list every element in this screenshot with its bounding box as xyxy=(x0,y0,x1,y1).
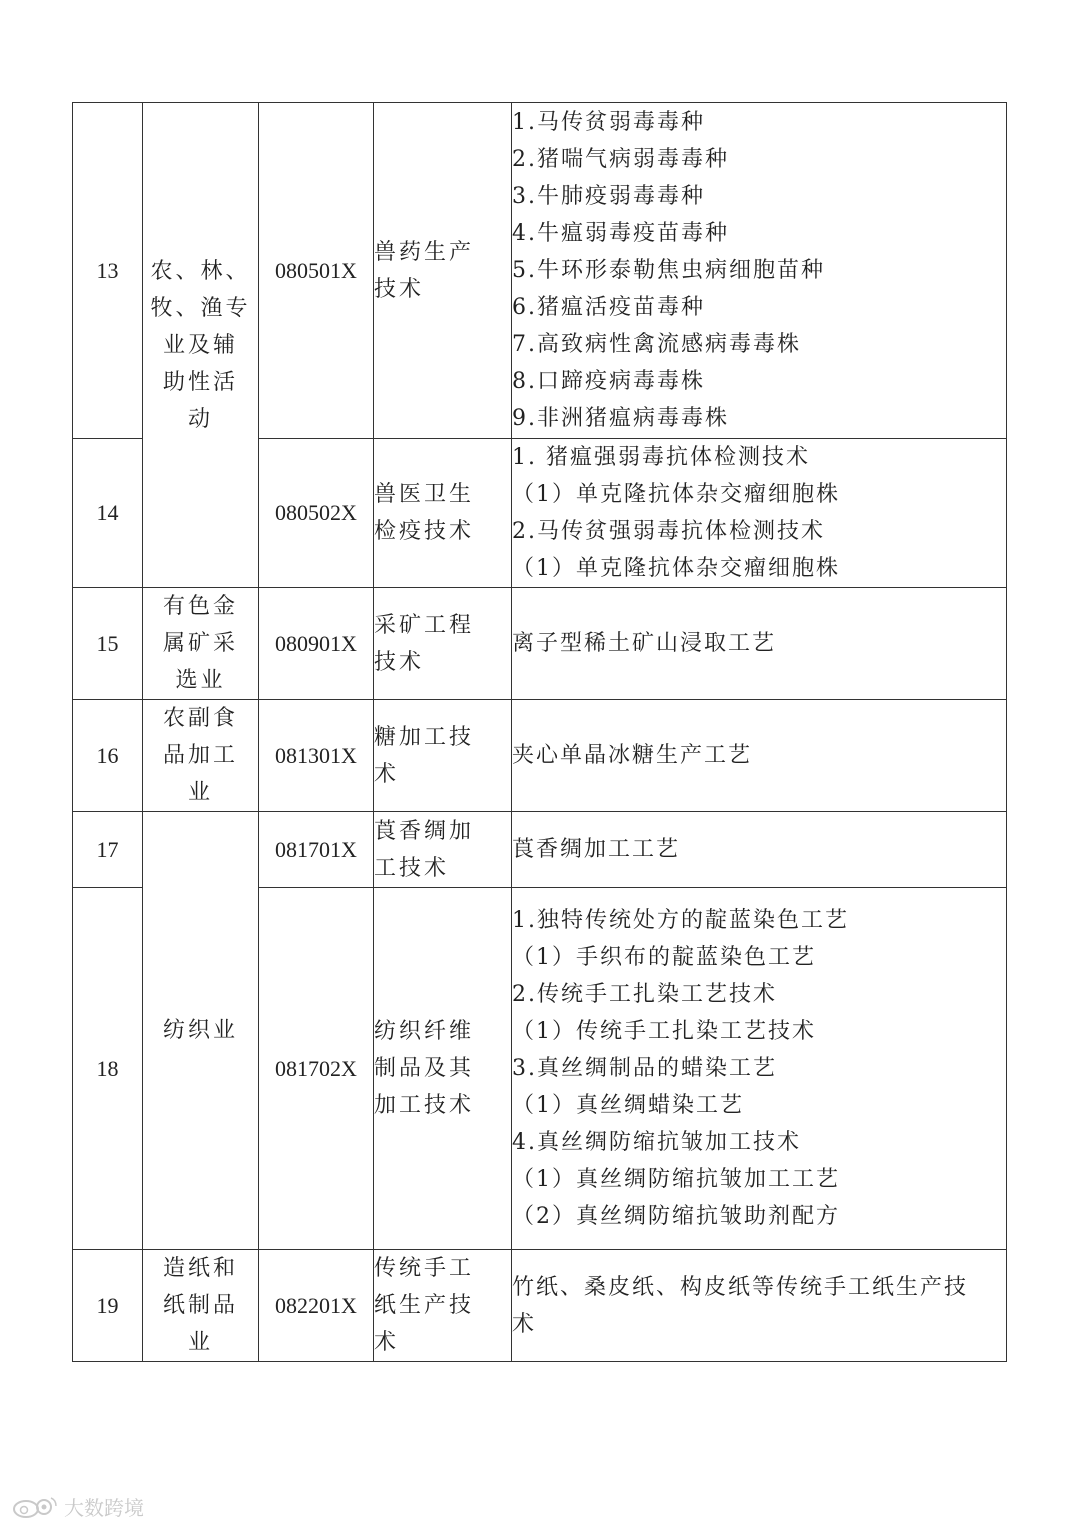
tech-line: 术 xyxy=(374,761,400,787)
item-line: 4.牛瘟弱毒疫苗毒种 xyxy=(512,221,729,246)
item-line: 5.牛环形泰勒焦虫病细胞苗种 xyxy=(512,258,825,283)
table-row xyxy=(73,812,1007,888)
category-code: 081702X xyxy=(259,888,374,1250)
tech-line: 纸生产技 xyxy=(374,1293,475,1318)
item-line: 竹纸、桑皮纸、构皮纸等传统手工纸生产技 xyxy=(512,1274,969,1300)
industry-line: 选业 xyxy=(175,668,226,693)
category-code: 080501X xyxy=(259,103,374,439)
item-line: 3.真丝绸制品的蜡染工艺 xyxy=(512,1056,777,1081)
row-number: 13 xyxy=(73,103,143,439)
item-line: （1）传统手工扎染工艺技术 xyxy=(512,1019,816,1044)
tech-line: 传统手工 xyxy=(374,1256,475,1281)
technology-items xyxy=(512,588,1007,700)
technology-items xyxy=(512,888,1007,1250)
industry-line: 动 xyxy=(187,406,213,432)
row-number: 14 xyxy=(73,439,143,588)
industry-line: 业 xyxy=(187,1330,213,1355)
technology-items xyxy=(512,103,1007,439)
tech-line: 加工技术 xyxy=(374,1093,475,1118)
item-line: 3.牛肺疫弱毒毒种 xyxy=(512,184,705,209)
item-line: （1）真丝绸蜡染工艺 xyxy=(512,1093,744,1118)
tech-line: 兽医卫生 xyxy=(374,482,475,507)
tech-line: 工技术 xyxy=(374,855,450,881)
item-line: （1）单克隆抗体杂交瘤细胞株 xyxy=(512,482,840,507)
item-line: （1）真丝绸防缩抗皱加工工艺 xyxy=(512,1167,840,1192)
row-number: 18 xyxy=(73,888,143,1250)
weibo-logo-icon xyxy=(12,1494,58,1520)
technology-items xyxy=(512,1250,1007,1362)
tech-line: 检疫技术 xyxy=(374,519,475,544)
industry-line: 牧、渔专 xyxy=(150,295,251,321)
table-row xyxy=(73,700,1007,812)
industry-cell xyxy=(143,700,259,812)
industry-line: 业及辅 xyxy=(162,332,238,358)
tech-line: 技术 xyxy=(374,649,425,675)
technology-name xyxy=(374,812,512,888)
industry-line: 农副食 xyxy=(162,706,238,731)
row-number: 17 xyxy=(73,812,143,888)
item-line: 2.马传贫强弱毒抗体检测技术 xyxy=(512,519,825,544)
tech-line: 术 xyxy=(374,1330,400,1355)
table-row xyxy=(73,588,1007,700)
technology-table xyxy=(72,102,1007,1362)
industry-line: 助性活 xyxy=(162,369,238,395)
category-code: 080502X xyxy=(259,439,374,588)
industry-cell xyxy=(143,1250,259,1362)
technology-name xyxy=(374,439,512,588)
item-line: 4.真丝绸防缩抗皱加工技术 xyxy=(512,1130,801,1155)
item-line: 夹心单晶冰糖生产工艺 xyxy=(512,742,753,768)
item-line: （2）真丝绸防缩抗皱助剂配方 xyxy=(512,1204,840,1229)
row-number: 16 xyxy=(73,700,143,812)
industry-line: 属矿采 xyxy=(162,631,238,656)
category-code: 082201X xyxy=(259,1250,374,1362)
category-code: 081701X xyxy=(259,812,374,888)
technology-name xyxy=(374,888,512,1250)
technology-items xyxy=(512,812,1007,888)
watermark xyxy=(12,1492,144,1521)
tech-line: 制品及其 xyxy=(374,1056,475,1081)
industry-line: 业 xyxy=(187,780,213,805)
tech-line: 莨香绸加 xyxy=(374,818,475,844)
item-line: 9.非洲猪瘟病毒毒株 xyxy=(512,406,729,431)
technology-items xyxy=(512,700,1007,812)
technology-name xyxy=(374,700,512,812)
table-row xyxy=(73,1250,1007,1362)
item-line: 2.猪喘气病弱毒毒种 xyxy=(512,147,729,172)
tech-line: 技术 xyxy=(374,276,425,302)
technology-items xyxy=(512,439,1007,588)
category-code: 080901X xyxy=(259,588,374,700)
item-line: 7.高致病性禽流感病毒毒株 xyxy=(512,332,801,357)
item-line: 1.独特传统处方的靛蓝染色工艺 xyxy=(512,908,849,933)
item-line: 6.猪瘟活疫苗毒种 xyxy=(512,295,705,320)
industry-line: 农、林、 xyxy=(150,258,251,284)
technology-name xyxy=(374,588,512,700)
industry-line: 纸制品 xyxy=(162,1293,238,1318)
row-number: 15 xyxy=(73,588,143,700)
category-code: 081301X xyxy=(259,700,374,812)
tech-line: 糖加工技 xyxy=(374,724,475,750)
item-line: 离子型稀土矿山浸取工艺 xyxy=(512,630,777,656)
tech-line: 兽药生产 xyxy=(374,239,475,265)
item-line: 1. 猪瘟强弱毒抗体检测技术 xyxy=(512,445,810,470)
technology-name xyxy=(374,1250,512,1362)
item-line: 2.传统手工扎染工艺技术 xyxy=(512,982,777,1007)
item-line: （1）单克隆抗体杂交瘤细胞株 xyxy=(512,556,840,581)
tech-line: 采矿工程 xyxy=(374,612,475,638)
item-line: 术 xyxy=(512,1311,537,1337)
item-line: 莨香绸加工工艺 xyxy=(512,836,681,862)
item-line: 8.口蹄疫病毒毒株 xyxy=(512,369,705,394)
industry-line: 造纸和 xyxy=(162,1256,238,1281)
industry-line: 纺织业 xyxy=(162,1018,238,1043)
industry-cell xyxy=(143,588,259,700)
watermark-text: 大数跨境 xyxy=(64,1496,144,1520)
technology-name xyxy=(374,103,512,439)
industry-line: 品加工 xyxy=(162,743,238,768)
item-line: 1.马传贫弱毒毒种 xyxy=(512,110,705,135)
industry-cell xyxy=(143,812,259,1250)
table-row xyxy=(73,103,1007,439)
tech-line: 纺织纤维 xyxy=(374,1019,475,1044)
item-line: （1）手织布的靛蓝染色工艺 xyxy=(512,945,816,970)
industry-line: 有色金 xyxy=(162,594,238,619)
row-number: 19 xyxy=(73,1250,143,1362)
industry-cell xyxy=(143,103,259,588)
